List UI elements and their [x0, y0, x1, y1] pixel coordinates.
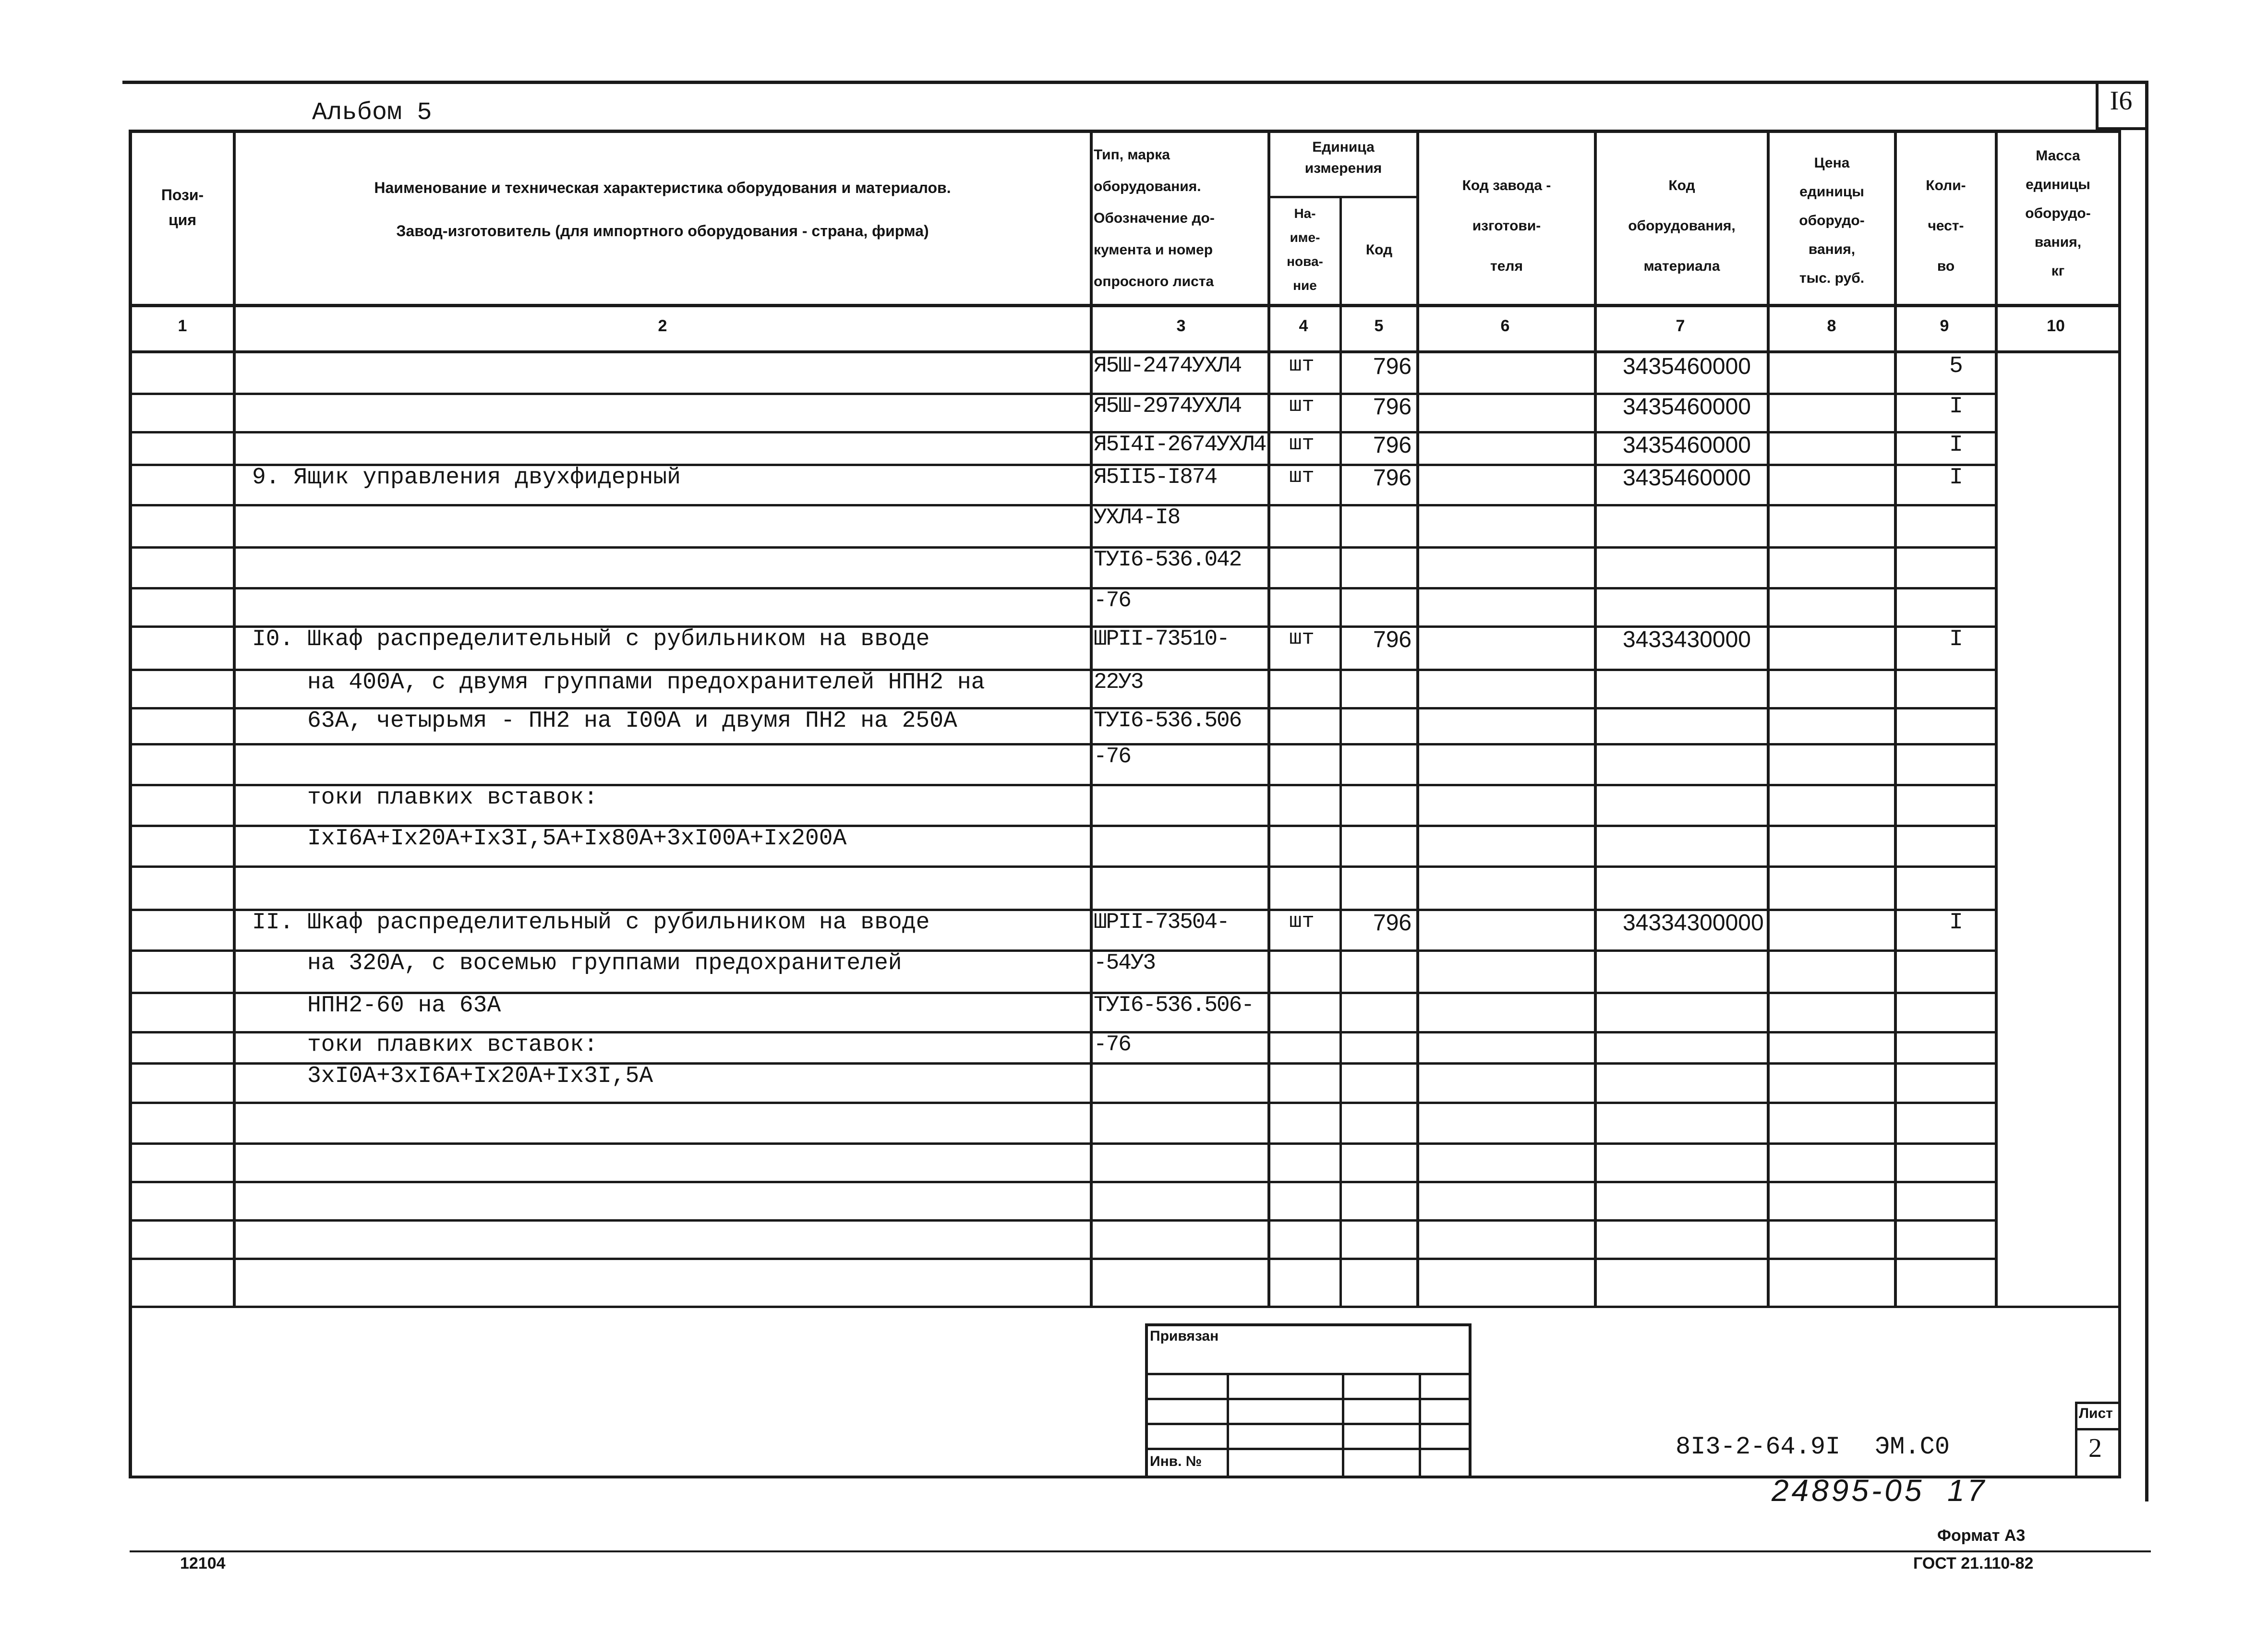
row-line: [129, 1142, 1997, 1145]
header-col2-line2: Завод-изготовитель (для импортного оборудования - страна, фирма): [396, 222, 929, 240]
col-line-5: [1339, 197, 1342, 1306]
row-type-mark: -54У3: [1094, 950, 1156, 975]
row-quantity: I: [1949, 432, 1963, 458]
col-number-1: 1: [178, 317, 187, 335]
row-line: [129, 1306, 2121, 1308]
header-col5: Код: [1365, 242, 1393, 258]
row-equipment-code: 3435460000: [1623, 465, 1751, 491]
row-line: [129, 743, 1997, 745]
row-equipment-code: 3435460000: [1623, 354, 1751, 379]
row-line: [129, 587, 1997, 589]
row-unit-code: 796: [1373, 627, 1412, 652]
header-col8: Цена единицы оборудо- вания, тыс. руб.: [1799, 155, 1865, 286]
album-label: Альбом 5: [312, 98, 432, 127]
row-quantity: I: [1949, 910, 1963, 936]
outer-bottom-line: [130, 1550, 2151, 1552]
row-line: [129, 1181, 1997, 1183]
stamp-left-line: [1145, 1323, 1148, 1478]
row-unit: шт: [1289, 910, 1315, 934]
corner-box-right: [2145, 81, 2148, 1501]
col-number-2: 2: [658, 317, 667, 335]
col-number-9: 9: [1940, 317, 1949, 335]
row-unit: шт: [1289, 465, 1315, 489]
row-type-mark: ШРII-73504-: [1094, 910, 1229, 935]
row-type-mark: ШРII-73510-: [1094, 626, 1229, 651]
stamp-row-line-3: [1145, 1423, 1472, 1425]
stamp-row-line-4: [1145, 1448, 1472, 1450]
row-quantity: I: [1949, 394, 1963, 420]
row-unit-code: 796: [1373, 432, 1412, 458]
row-line: [129, 865, 1997, 868]
row-unit-code: 796: [1373, 910, 1412, 936]
sheet-corner-number: I6: [2110, 86, 2133, 116]
row-description: токи плавких вставок:: [307, 1032, 598, 1058]
list-label: Лист: [2079, 1405, 2113, 1421]
row-unit: шт: [1289, 432, 1315, 456]
row-unit: шт: [1289, 353, 1315, 377]
stamp-right-line: [1469, 1323, 1472, 1478]
col-number-7: 7: [1676, 317, 1685, 335]
col-number-3: 3: [1176, 317, 1186, 335]
row-type-mark: 22У3: [1094, 670, 1143, 695]
header-bottom-line: [129, 304, 2121, 307]
row-description: 3xI0A+3xI6A+Ix20A+Ix3I,5A: [307, 1063, 653, 1089]
row-description: НПН2-60 на 63А: [307, 993, 501, 1019]
row-type-mark: ТУI6-536.506-: [1094, 993, 1254, 1018]
stamp-privyazan-label: Привязан: [1150, 1328, 1219, 1344]
list-box-top: [2075, 1402, 2121, 1404]
row-description: I0. Шкаф распределительный с рубильником на вводе: [252, 626, 930, 652]
row-equipment-code: 34334300000: [1623, 910, 1764, 936]
row-equipment-code: 3435460000: [1623, 394, 1751, 420]
row-description: токи плавких вставок:: [307, 785, 598, 811]
document-mark: ЭМ.С0: [1875, 1433, 1950, 1461]
row-type-mark: УХЛ4-I8: [1094, 505, 1180, 530]
row-quantity: 5: [1949, 353, 1963, 379]
row-equipment-code: 3435460000: [1623, 432, 1751, 458]
row-description: II. Шкаф распределительный с рубильником на вводе: [252, 910, 930, 936]
row-line: [129, 546, 1997, 549]
format-label: Формат А3: [1937, 1526, 2026, 1545]
stamp-col-line-1: [1227, 1373, 1229, 1478]
unit-group-line: [1267, 196, 1419, 198]
col-number-5: 5: [1374, 317, 1384, 335]
table-left-line: [129, 130, 132, 1478]
stamp-row-line-1: [1145, 1373, 1472, 1375]
stamp-top-line: [1145, 1323, 1472, 1326]
row-type-mark: -76: [1094, 588, 1131, 613]
col-number-8: 8: [1827, 317, 1836, 335]
list-box-left: [2075, 1402, 2077, 1478]
row-equipment-code: 3433430000: [1623, 627, 1751, 652]
document-code: 8I3-2-64.9I: [1676, 1433, 1841, 1461]
list-box-mid: [2075, 1428, 2121, 1430]
row-description: 9. Ящик управления двухфидерный: [252, 465, 681, 491]
col-number-10: 10: [2047, 317, 2065, 335]
row-line: [129, 504, 1997, 506]
row-description: на 320А, с восемью группами предохранителей: [307, 950, 902, 976]
top-border-line: [122, 81, 2148, 84]
header-col10: Масса единицы оборудо- вания, кг: [2025, 148, 2091, 279]
row-unit-code: 796: [1373, 354, 1412, 379]
table-top-line: [129, 130, 2121, 133]
row-unit-code: 796: [1373, 465, 1412, 491]
row-type-mark: ТУI6-536.042: [1094, 547, 1242, 572]
col-number-4: 4: [1299, 317, 1308, 335]
header-col4: На- име- нова- ние: [1287, 206, 1323, 293]
row-description: на 400А, с двумя группами предохранителей НПН2 на: [307, 670, 985, 696]
header-col9: Коли- чест- во: [1926, 178, 1966, 274]
col-number-6: 6: [1500, 317, 1510, 335]
gost-label: ГОСТ 21.110-82: [1913, 1554, 2034, 1573]
row-quantity: I: [1949, 626, 1963, 652]
row-line: [129, 1258, 1997, 1260]
row-type-mark: Я5Ш-2974УХЛ4: [1094, 394, 1242, 419]
row-type-mark: -76: [1094, 744, 1131, 769]
list-number: 2: [2088, 1433, 2102, 1463]
header-col3: Тип, марка оборудования. Обозначение до- кумента и номер опросного листа: [1094, 147, 1215, 289]
row-line: [129, 1219, 1997, 1222]
header-col1: Пози- ция: [161, 186, 204, 228]
row-unit: шт: [1289, 394, 1315, 418]
row-unit-code: 796: [1373, 394, 1412, 420]
row-type-mark: -76: [1094, 1032, 1131, 1057]
row-type-mark: Я5Ш-2474УХЛ4: [1094, 353, 1242, 378]
table-right-line: [2118, 130, 2121, 1478]
stamp-col-line-2: [1342, 1373, 1344, 1478]
row-type-mark: Я5I4I-2674УХЛ4: [1094, 432, 1266, 457]
row-type-mark: Я5II5-I874: [1094, 465, 1217, 490]
row-type-mark: ТУI6-536.506: [1094, 708, 1242, 733]
row-quantity: I: [1949, 465, 1963, 491]
stamp-col-line-3: [1419, 1373, 1421, 1478]
header-units-group: Единица измерения: [1304, 139, 1382, 176]
header-col6: Код завода - изготови- теля: [1462, 178, 1551, 274]
handwritten-number: 24895-05 17: [1772, 1473, 1988, 1508]
stamp-inv-label: Инв. №: [1150, 1453, 1202, 1469]
row-line: [129, 1102, 1997, 1104]
header-col2-line1: Наименование и техническая характеристика оборудования и материалов.: [374, 179, 951, 196]
header-col7: Код оборудования, материала: [1628, 178, 1736, 274]
row-description: 63А, четырьмя - ПН2 на I00А и двумя ПН2 на 250А: [307, 708, 957, 734]
row-description: IxI6A+Ix20A+Ix3I,5A+Ix80A+3xI00A+Ix200A: [307, 826, 847, 852]
row-unit: шт: [1289, 626, 1315, 650]
stamp-row-line-2: [1145, 1398, 1472, 1400]
corner-left-number: 12104: [180, 1554, 226, 1573]
